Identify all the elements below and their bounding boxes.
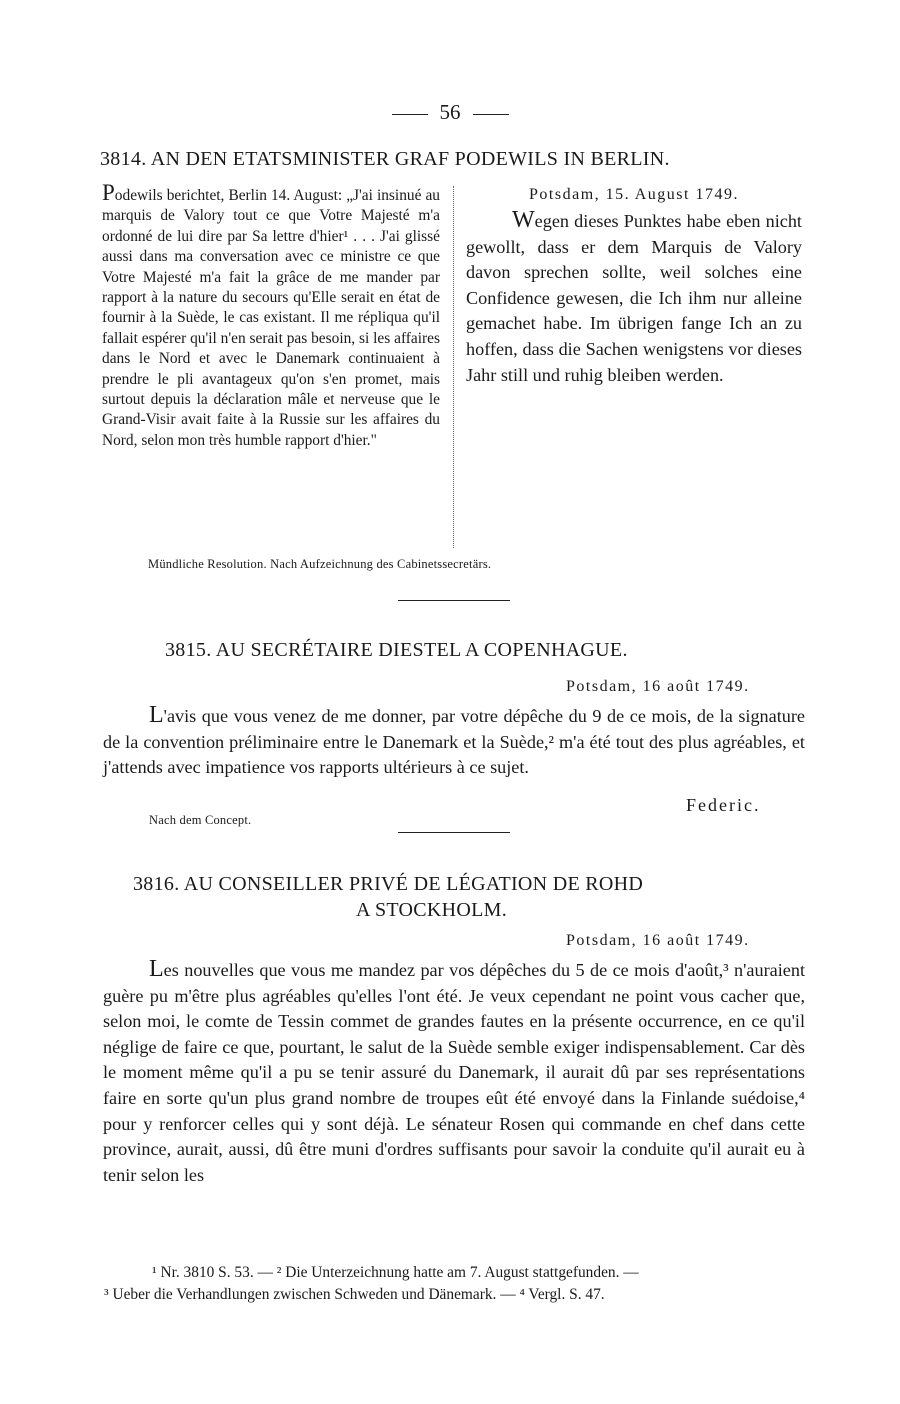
section-3816-heading: 3816. AU CONSEILLER PRIVÉ DE LÉGATION DE ROHD: [133, 873, 644, 895]
section-3816-body: [103, 957, 805, 1188]
section-3814-source-note: Mündliche Resolution. Nach Aufzeichnung des Cabinetssecretärs.: [148, 557, 492, 571]
section-3816-text: es nouvelles que vous me mandez par vos dépêches du 5 de ce mois d'août,³ n'auraient guère pu m'être plus agréables qu'elles l'ont été. Je veux cependant ne point vous cacher que, selon moi, le comte de Tessin commet de grandes fautes en la présente occurrence, en ce qu'il néglige de faire ce que, pourtant, le salut de la Suède semble exiger indispensablement. Car dès le moment même qu'il a pu se tenir assuré du Danemark, il aurait dû par ses représentations faire en sorte qu'un plus grand nombre de troupes eût été envoyé dans la Finlande suédoise,⁴ pour y renforcer celles qui y sont déjà. Le sénateur Rosen qui commande en chef dans cette province, aurait, aussi, dû être muni d'ordres suffisants pour savoir la conduite qu'il aurait eu à tenir selon les: [103, 960, 805, 1185]
resolution-date: Potsdam, 15. August 1749.: [529, 186, 739, 203]
report-drop-cap: P: [102, 180, 115, 205]
section-separator-2: [398, 832, 510, 833]
section-3816-heading-line2: A STOCKHOLM.: [356, 899, 508, 921]
signature: Federic.: [686, 795, 761, 815]
section-3815-drop-cap: L: [149, 702, 164, 728]
resolution-text: egen dieses Punktes habe eben nicht gewollt, dass er dem Marquis de Valory davon sprechen sollte, weil solches eine Confidence gewesen, die Ich ihm nur alleine gemachet habe. Im übrigen fange Ich an zu hoffen, dass die Sachen wenigstens vor dieses Jahr still und ruhig bleiben werden.: [466, 211, 802, 385]
section-3815-text: 'avis que vous venez de me donner, par votre dépêche du 9 de ce mois, de la signature de la convention préliminaire entre le Danemark et la Suède,² m'a été tout des plus agréables, et j'attends avec impatience vos rapports ultérieurs à ce sujet.: [103, 706, 805, 778]
page-number: [0, 100, 900, 125]
footnote-line-2: ³ Ueber die Verhandlungen zwischen Schweden und Dänemark. — ⁴ Vergl. S. 47.: [104, 1286, 605, 1303]
page-number-dash-left: [392, 114, 428, 115]
resolution-drop-cap: W: [512, 207, 535, 233]
section-separator-1: [398, 600, 510, 601]
section-3814-heading: 3814. AN DEN ETATSMINISTER GRAF PODEWILS IN BERLIN.: [100, 148, 670, 170]
page-number-text: 56: [439, 100, 461, 124]
section-3815-heading: 3815. AU SECRÉTAIRE DIESTEL A COPENHAGUE.: [165, 639, 628, 661]
report-text: odewils berichtet, Berlin 14. August: „J'ai insinué au marquis de Valory tout ce que Votre Majesté m'a ordonné de lui dire par Sa lettre d'hier¹ . . . J'ai glissé aussi dans ma conversation avec ce ministre ce que Votre Majesté m'a fait la grâce de me mander par rapport à la nature du secours qu'Elle serait en état de fournir à la Suède, le cas existant. Il me répliqua qu'il fallait espérer qu'il n'en serait pas besoin, si les affaires dans le Nord et avec le Danemark continuaient à prendre le pli avantageux qu'on s'en promet, mais surtout depuis la déclaration mâle et nerveuse que le Grand-Visir avait faite à la Russie sur les affaires du Nord, selon mon très humble rapport d'hier.": [102, 187, 440, 449]
footnote-line-1: ¹ Nr. 3810 S. 53. — ² Die Unterzeichnung hatte am 7. August stattgefunden. —: [152, 1264, 639, 1281]
footnotes: [104, 1262, 804, 1306]
section-3814-resolution-column: [466, 186, 802, 388]
column-divider: [453, 186, 454, 548]
section-3815-source-note: Nach dem Concept.: [149, 813, 252, 827]
section-3815-date: Potsdam, 16 août 1749.: [566, 678, 750, 695]
section-3816-date: Potsdam, 16 août 1749.: [566, 932, 750, 949]
section-3815-body: [103, 703, 805, 781]
section-3816-drop-cap: L: [149, 956, 164, 982]
section-3814-report-column: [102, 180, 440, 451]
page-number-dash-right: [473, 114, 509, 115]
